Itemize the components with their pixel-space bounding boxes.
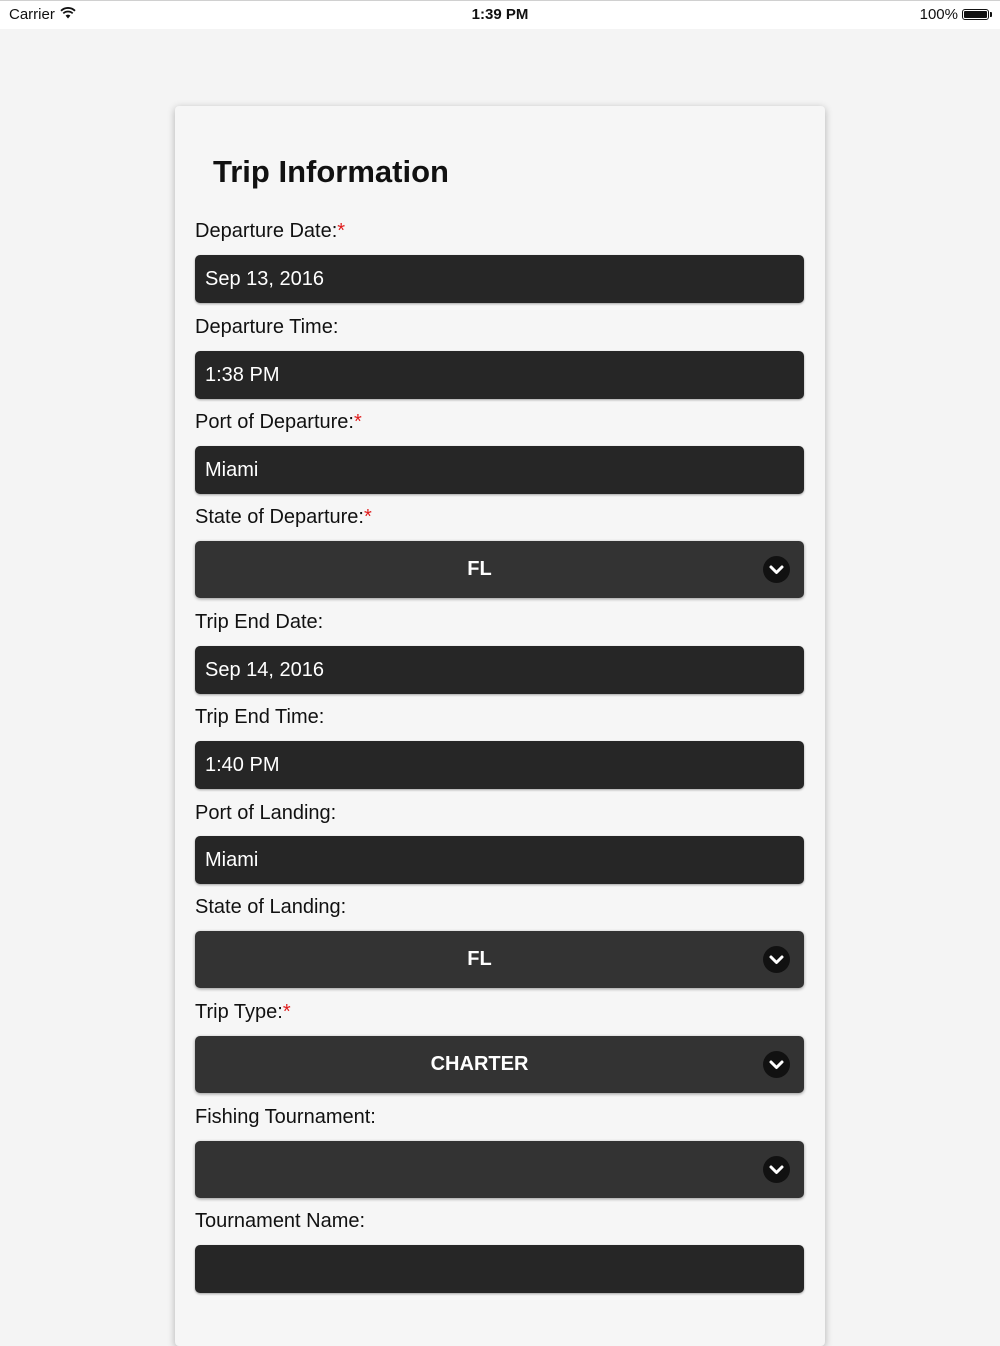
trip-type-label bbox=[195, 1001, 291, 1024]
fishing-tournament-label-text: Fishing Tournament: bbox=[195, 1106, 376, 1128]
tournament-name-field[interactable] bbox=[195, 1245, 804, 1293]
trip-information-card bbox=[175, 106, 825, 1346]
battery-icon bbox=[962, 9, 989, 20]
required-mark: * bbox=[282, 1001, 291, 1023]
status-right bbox=[920, 6, 992, 23]
chevron-down-icon[interactable] bbox=[763, 1051, 790, 1078]
tournament-name-label-text: Tournament Name: bbox=[195, 1210, 366, 1232]
state-of-landing-label-text: State of Landing: bbox=[195, 896, 347, 918]
trip-end-time-field[interactable]: 1:40 PM bbox=[195, 741, 804, 789]
page-title: Trip Information bbox=[213, 154, 449, 189]
tournament-name-label bbox=[195, 1210, 365, 1233]
trip-end-time-label-text: Trip End Time: bbox=[195, 706, 325, 728]
departure-date-field[interactable]: Sep 13, 2016 bbox=[195, 255, 804, 303]
carrier-label: Carrier bbox=[9, 6, 55, 23]
state-of-departure-select[interactable] bbox=[195, 541, 804, 598]
battery-percent: 100% bbox=[919, 6, 958, 23]
departure-date-label-text: Departure Date: bbox=[195, 220, 338, 242]
state-of-departure-label-text: State of Departure: bbox=[195, 506, 364, 528]
departure-time-label bbox=[195, 316, 338, 339]
fishing-tournament-select[interactable] bbox=[195, 1141, 804, 1198]
trip-type-select[interactable] bbox=[195, 1036, 804, 1093]
port-of-departure-field[interactable]: Miami bbox=[195, 446, 804, 494]
port-of-departure-label bbox=[195, 411, 362, 434]
required-mark: * bbox=[363, 506, 372, 528]
departure-date-label bbox=[195, 220, 345, 243]
trip-end-date-field[interactable]: Sep 14, 2016 bbox=[195, 646, 804, 694]
state-of-landing-value: FL bbox=[467, 948, 492, 970]
chevron-down-icon[interactable] bbox=[763, 1156, 790, 1183]
status-time: 1:39 PM bbox=[471, 6, 529, 23]
state-of-landing-select[interactable] bbox=[195, 931, 804, 988]
state-of-departure-value: FL bbox=[467, 558, 492, 580]
departure-time-label-text: Departure Time: bbox=[195, 316, 339, 338]
trip-type-label-text: Trip Type: bbox=[195, 1001, 283, 1023]
state-of-departure-label bbox=[195, 506, 372, 529]
chevron-down-icon[interactable] bbox=[763, 946, 790, 973]
port-of-landing-label bbox=[195, 802, 336, 825]
port-of-landing-field[interactable]: Miami bbox=[195, 836, 804, 884]
departure-time-field[interactable]: 1:38 PM bbox=[195, 351, 804, 399]
required-mark: * bbox=[353, 411, 362, 433]
chevron-down-icon[interactable] bbox=[763, 556, 790, 583]
fishing-tournament-label bbox=[195, 1106, 376, 1129]
trip-end-date-label-text: Trip End Date: bbox=[195, 611, 324, 633]
required-mark: * bbox=[337, 220, 346, 242]
port-of-landing-label-text: Port of Landing: bbox=[195, 802, 337, 824]
trip-end-time-label bbox=[195, 706, 324, 729]
state-of-landing-label bbox=[195, 896, 346, 919]
trip-type-value: CHARTER bbox=[430, 1053, 529, 1075]
trip-end-date-label bbox=[195, 611, 323, 634]
battery-nub bbox=[990, 12, 992, 17]
status-bar bbox=[0, 0, 1000, 29]
port-of-departure-label-text: Port of Departure: bbox=[195, 411, 354, 433]
